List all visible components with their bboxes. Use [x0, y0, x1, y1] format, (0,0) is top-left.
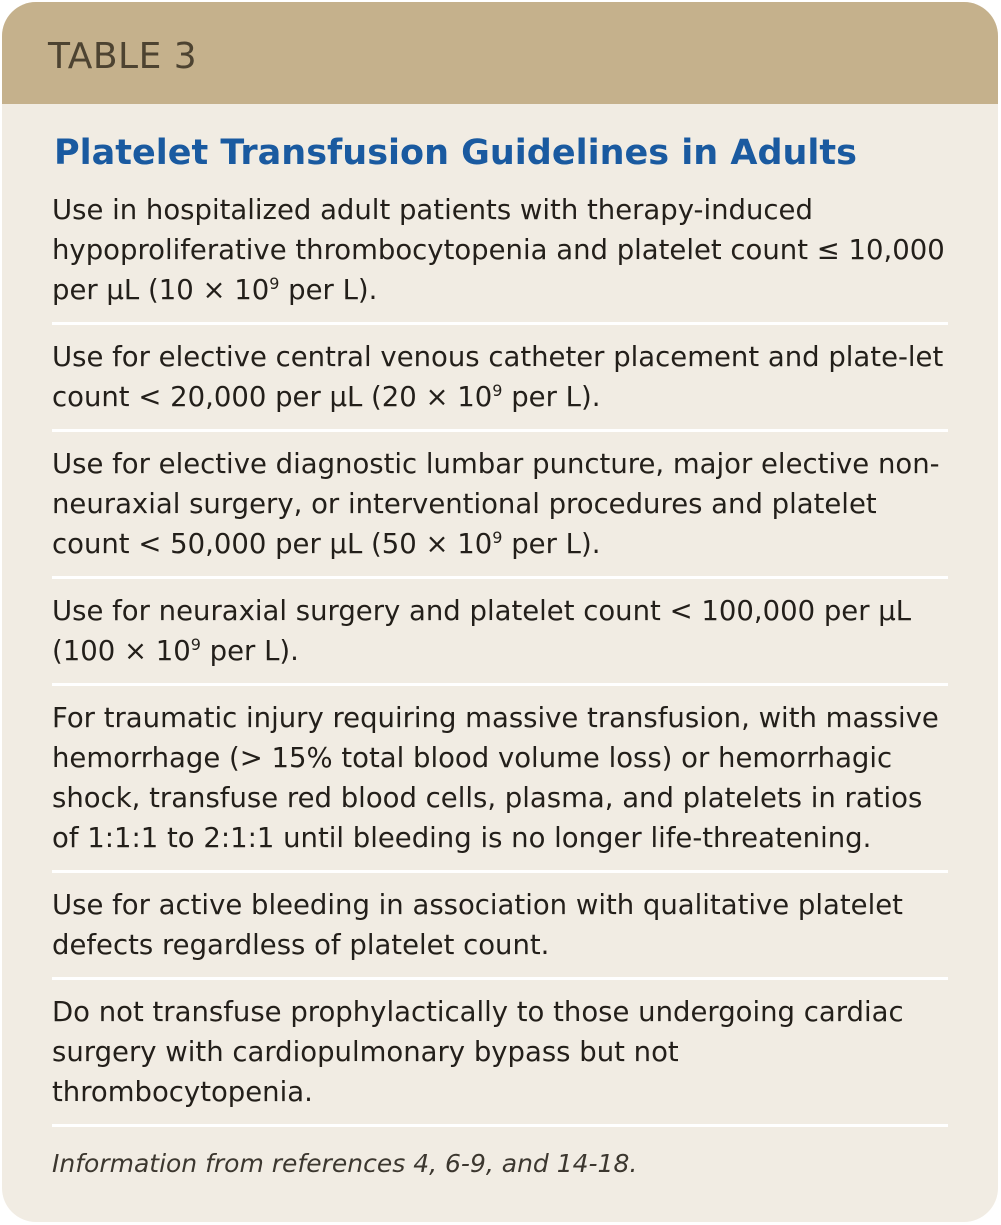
guideline-row: [52, 432, 948, 579]
superscript: 9: [492, 381, 503, 400]
guideline-row: [52, 980, 948, 1127]
guideline-row: [52, 873, 948, 980]
guideline-text: Use in hospitalized adult patients with therapy-induced hypoproliferative thrombocytopenia and platelet count ≤ 10,000 per µL (10 × 10: [52, 194, 945, 306]
table-number-label: TABLE 3: [48, 36, 198, 77]
guideline-row: [52, 190, 948, 325]
guideline-row: [52, 325, 948, 432]
guideline-text: Do not transfuse prophylactically to those undergoing cardiac surgery with cardiopulmonary bypass but not thrombocytopenia.: [52, 996, 904, 1108]
superscript: 9: [492, 528, 503, 547]
guideline-row: [52, 686, 948, 873]
superscript: 9: [190, 635, 201, 654]
guideline-text: Use for elective central venous catheter placement and plate-let count < 20,000 per µL (20 × 10: [52, 341, 944, 413]
guideline-list: [52, 190, 948, 1127]
guideline-text: Use for elective diagnostic lumbar puncture, major elective non-neuraxial surgery, or interventional procedures and platelet count < 50,000 per µL (50 × 10: [52, 448, 940, 560]
table-card: [2, 2, 998, 1222]
guideline-row: [52, 579, 948, 686]
guideline-text-tail: per L).: [279, 274, 378, 306]
guideline-text: Use for active bleeding in association with qualitative platelet defects regardless of platelet count.: [52, 889, 903, 961]
table-content: [2, 104, 998, 1183]
guideline-text-tail: per L).: [502, 528, 601, 560]
source-footnote: Information from references 4, 6-9, and 14-18.: [52, 1149, 638, 1178]
table-header-bar: [2, 2, 998, 104]
table-title: Platelet Transfusion Guidelines in Adults: [54, 133, 857, 173]
guideline-text: Use for neuraxial surgery and platelet count < 100,000 per µL (100 × 10: [52, 595, 912, 667]
guideline-text-tail: per L).: [502, 381, 601, 413]
superscript: 9: [269, 274, 280, 293]
guideline-text-tail: per L).: [200, 635, 299, 667]
guideline-text: For traumatic injury requiring massive transfusion, with massive hemorrhage (> 15% total blood volume loss) or hemorrhagic shock, transfuse red blood cells, plasma, and platelets in ratios of 1:1:1 to 2:1:1 until bleeding is no longer life-threatening.: [52, 702, 939, 854]
